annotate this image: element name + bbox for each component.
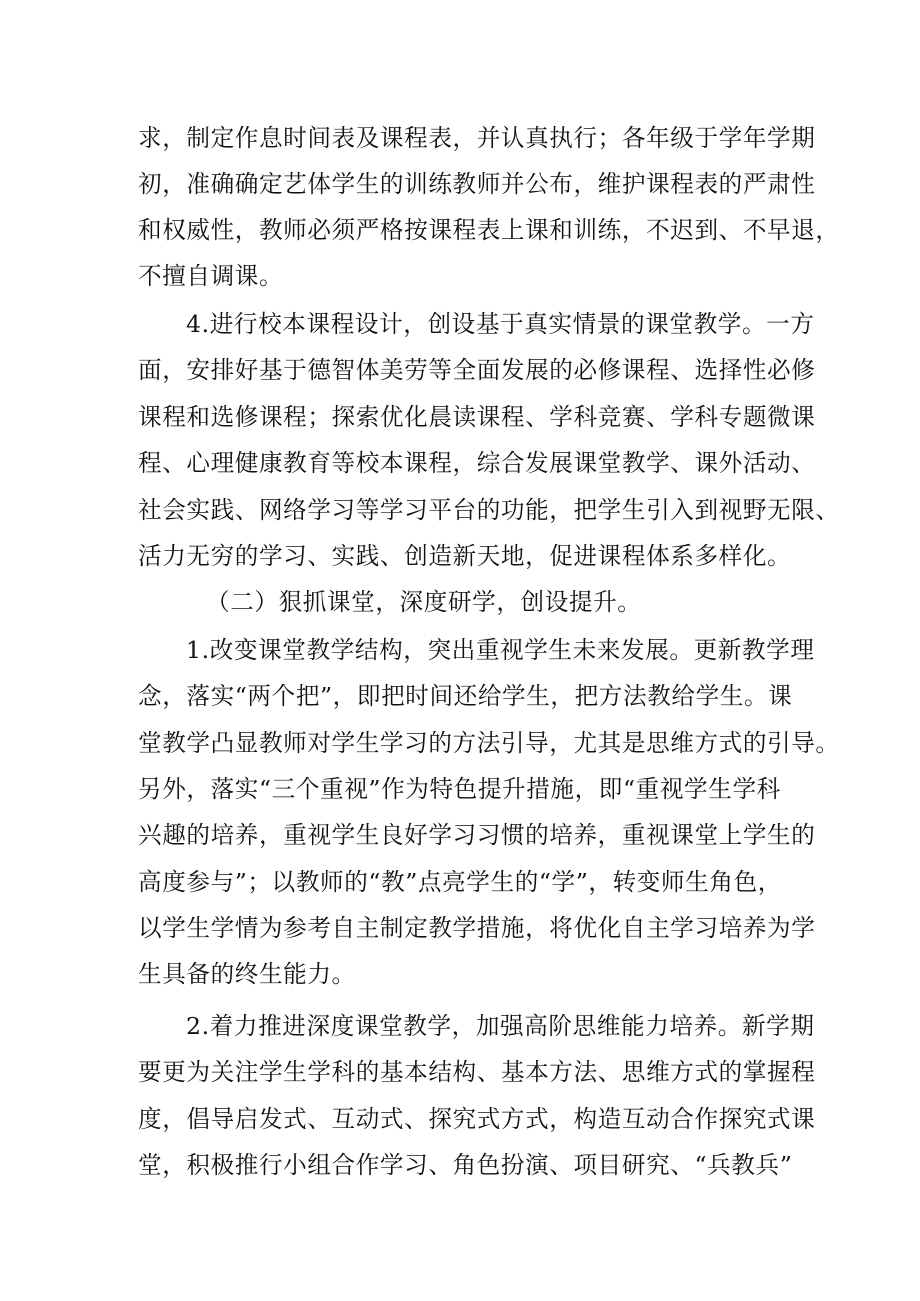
text-line-3: 和权威性，教师必须严格按课程表上课和训练，不迟到、不早退，	[138, 216, 840, 244]
text-line-20: 2.着力推进深度课堂教学，加强高阶思维能力培养。新学期	[186, 1012, 815, 1040]
text-line-21: 要更为关注学生学科的基本结构、基本方法、思维方式的掌握程	[138, 1058, 816, 1086]
text-line-2: 初，准确确定艺体学生的训练教师并公布，维护课程表的严肃性	[138, 170, 816, 198]
text-line-12: 1.改变课堂教学结构，突出重视学生未来发展。更新教学理	[186, 636, 815, 664]
text-line-1: 求，制定作息时间表及课程表，并认真执行；各年级于学年学期	[138, 124, 816, 152]
text-line-5: 4.进行校本课程设计，创设基于真实情景的课堂教学。一方	[186, 310, 815, 338]
text-line-10: 活力无穷的学习、实践、创造新天地，促进课程体系多样化。	[138, 542, 792, 570]
text-line-8: 程、心理健康教育等校本课程，综合发展课堂教学、课外活动、	[138, 449, 816, 477]
text-line-13: 念，落实“两个把”，即把时间还给学生，把方法教给学生。课	[138, 682, 793, 710]
text-line-18: 以学生学情为参考自主制定教学措施，将优化自主学习培养为学	[138, 914, 816, 942]
text-line-7: 课程和选修课程；探索优化晨读课程、学科竞赛、学科专题微课	[138, 403, 816, 431]
text-line-23: 堂，积极推行小组合作学习、角色扮演、项目研究、“兵教兵”	[138, 1151, 793, 1179]
text-line-9: 社会实践、网络学习等学习平台的功能，把学生引入到视野无限、	[138, 496, 840, 524]
section-heading: （二）狠抓课堂，深度研学，创设提升。	[206, 588, 642, 616]
text-line-19: 生具备的终生能力。	[138, 960, 356, 988]
text-line-4: 不擅自调课。	[138, 262, 284, 290]
text-line-22: 度，倡导启发式、互动式、探究式方式，构造互动合作探究式课	[138, 1105, 816, 1133]
text-line-15: 另外，落实“三个重视”作为特色提升措施，即“重视学生学科	[138, 775, 781, 803]
text-line-14: 堂教学凸显教师对学生学习的方法引导，尤其是思维方式的引导。	[138, 729, 840, 757]
text-line-16: 兴趣的培养，重视学生良好学习习惯的培养，重视课堂上学生的	[138, 821, 816, 849]
text-line-6: 面，安排好基于德智体美劳等全面发展的必修课程、选择性必修	[138, 356, 816, 384]
text-line-17: 高度参与”；以教师的“教”点亮学生的“学”，转变师生角色，	[138, 868, 782, 896]
